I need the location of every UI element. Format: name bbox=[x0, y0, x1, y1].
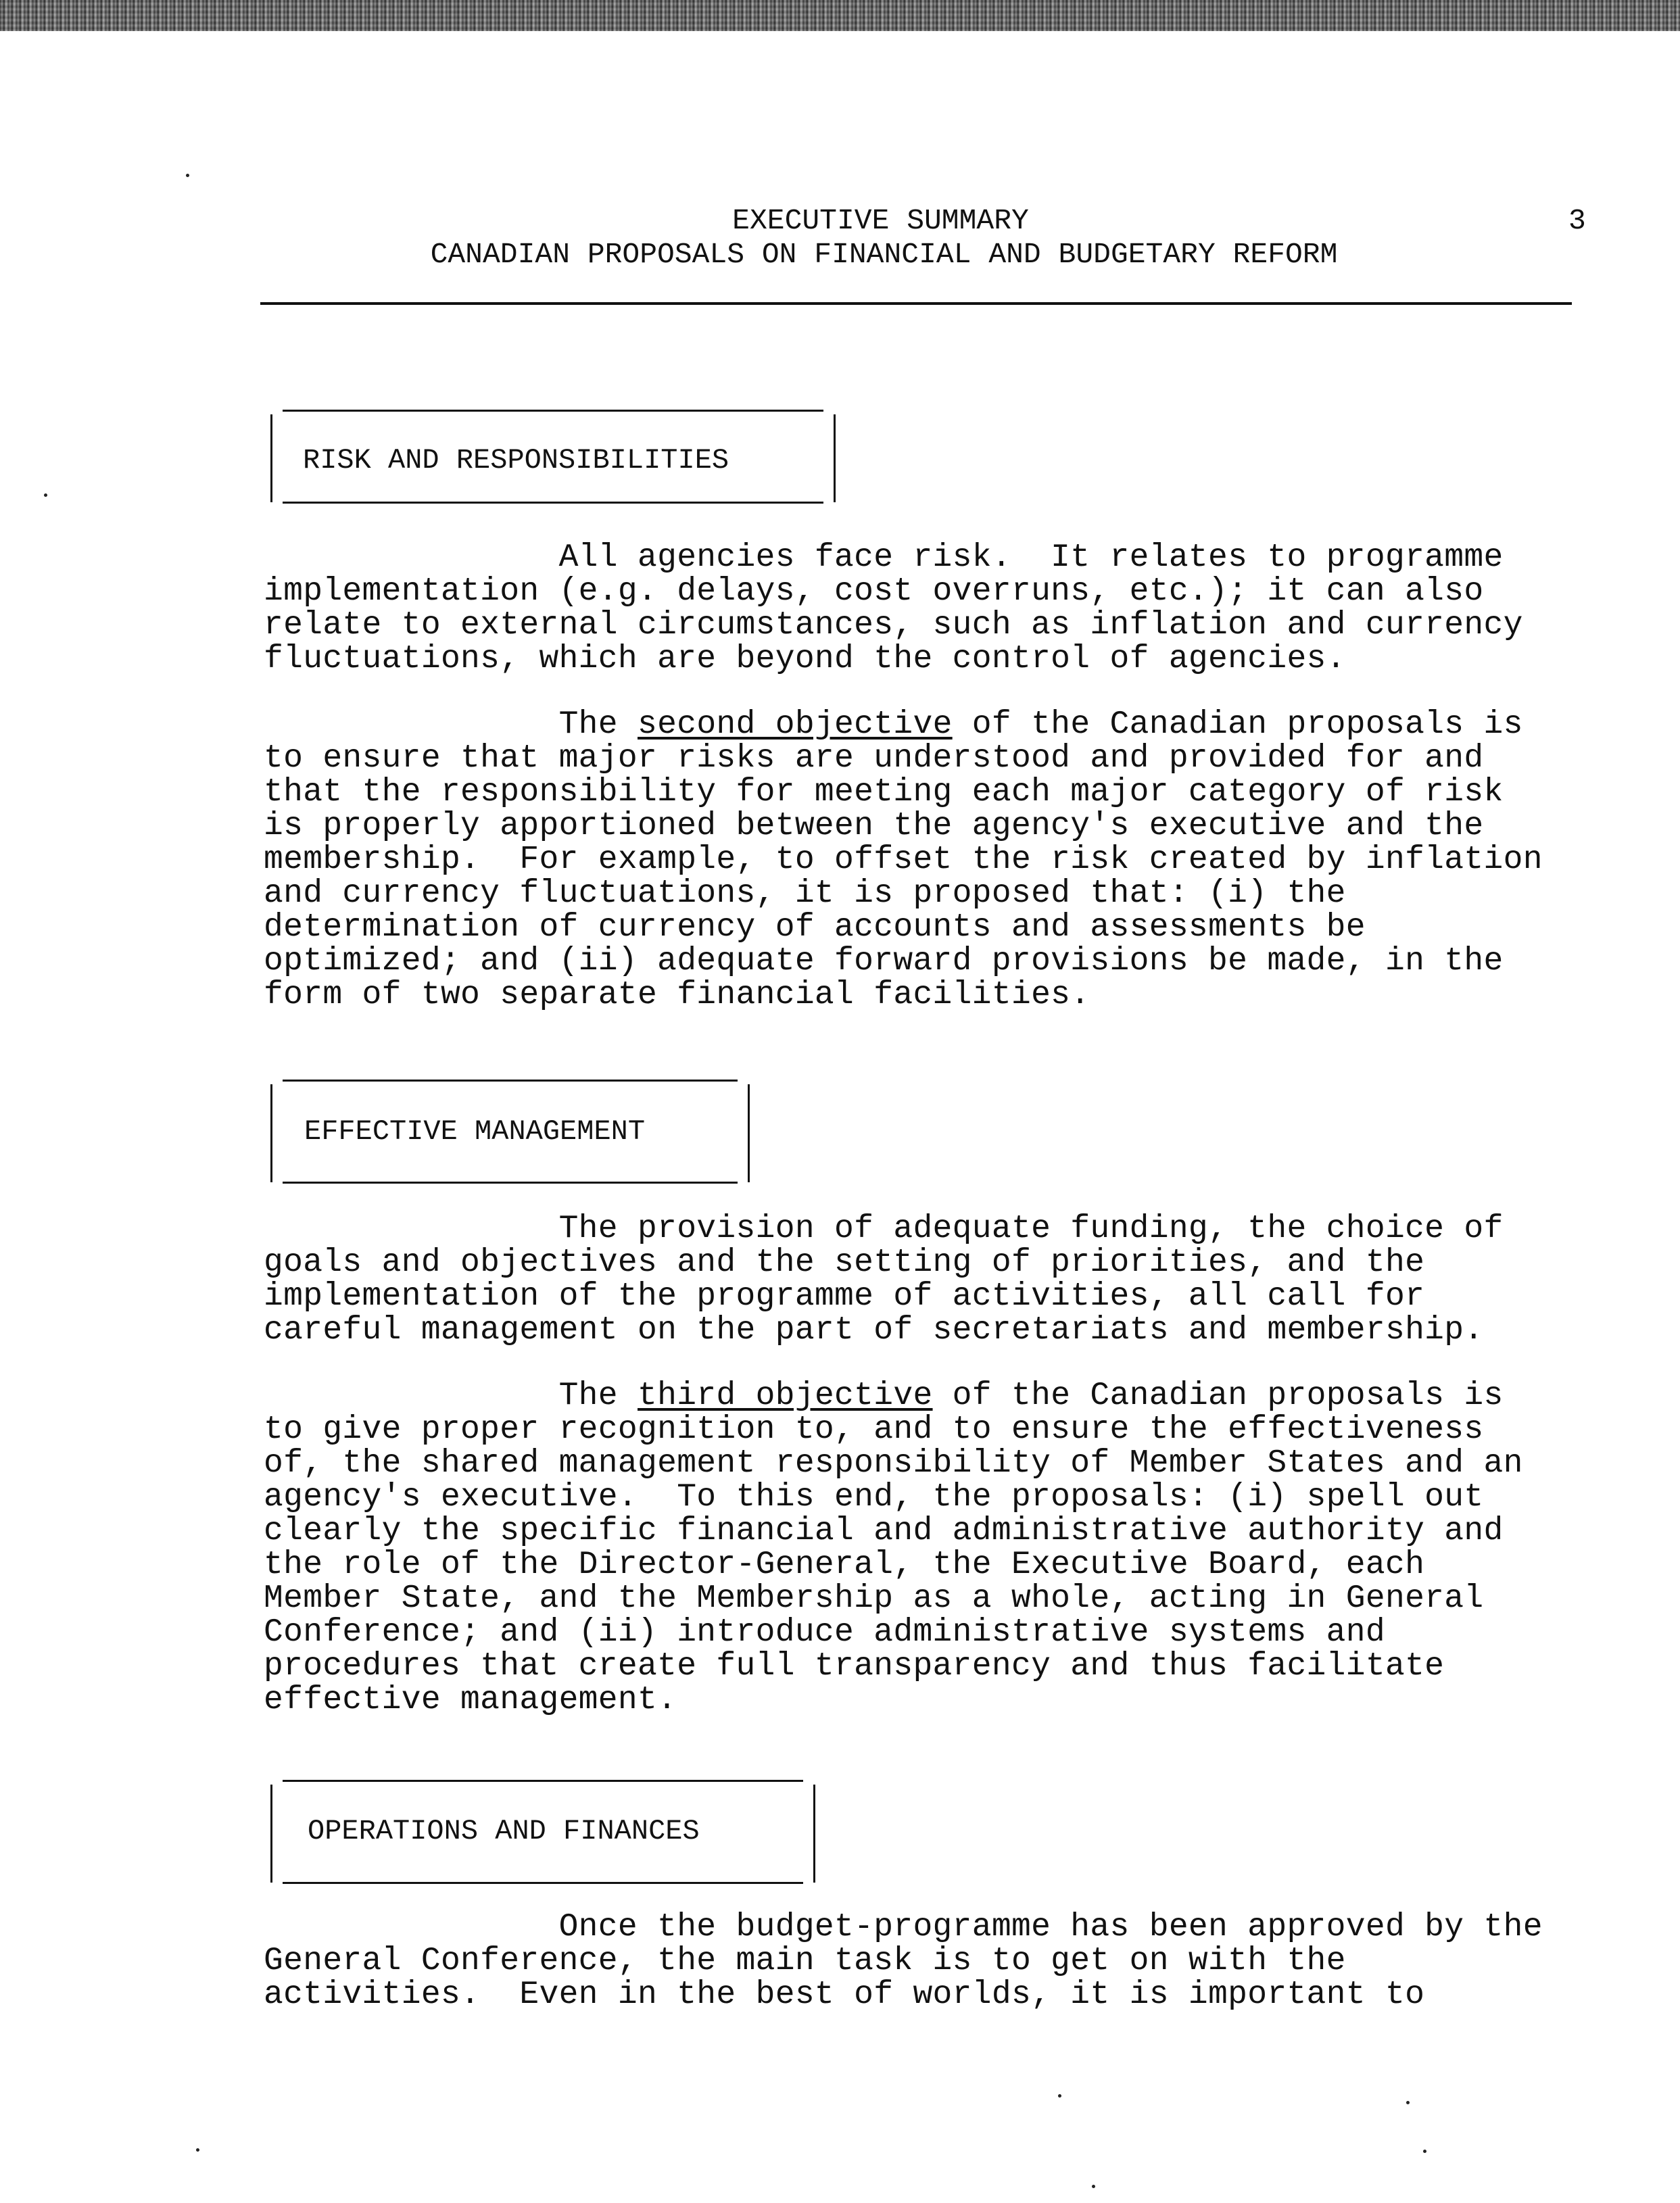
section-heading-risk: RISK AND RESPONSIBILITIES bbox=[303, 444, 729, 477]
paragraph-line: that the responsibility for meeting each major category of risk bbox=[264, 774, 1504, 810]
scan-speck bbox=[186, 174, 189, 177]
paragraph-risk-2 bbox=[264, 708, 1623, 1012]
box-right-rule bbox=[813, 1785, 815, 1883]
paragraph-line: activities. Even in the best of worlds, it is important to bbox=[264, 1977, 1425, 2013]
paragraph-line: The provision of adequate funding, the choice of bbox=[264, 1211, 1504, 1247]
paragraph-line: Once the budget-programme has been approved by the bbox=[264, 1909, 1543, 1945]
paragraph-operations-1 bbox=[264, 1910, 1623, 2012]
paragraph-line: the role of the Director-General, the Executive Board, each bbox=[264, 1547, 1425, 1583]
paragraph-line: determination of currency of accounts and assessments be bbox=[264, 909, 1366, 946]
scan-speck bbox=[44, 493, 47, 497]
paragraph-first-line bbox=[264, 708, 1623, 742]
paragraph-lead-rest: of the Canadian proposals is bbox=[932, 1378, 1504, 1414]
paragraph-line: form of two separate financial facilities. bbox=[264, 977, 1090, 1013]
paragraph-management-1 bbox=[264, 1212, 1623, 1347]
paragraph-line: fluctuations, which are beyond the control of agencies. bbox=[264, 641, 1346, 677]
scan-speck bbox=[1406, 2101, 1410, 2104]
scan-speck bbox=[1423, 2150, 1426, 2153]
paragraph-line: relate to external circumstances, such as inflation and currency bbox=[264, 607, 1523, 644]
section-heading-management: EFFECTIVE MANAGEMENT bbox=[304, 1115, 646, 1148]
paragraph-line: Conference; and (ii) introduce administrative systems and bbox=[264, 1614, 1385, 1651]
paragraph-lead: The bbox=[264, 1378, 638, 1414]
scan-speck bbox=[1092, 2185, 1095, 2188]
paragraph-line: clearly the specific financial and administrative authority and bbox=[264, 1513, 1504, 1549]
box-left-rule bbox=[270, 1084, 272, 1182]
paragraph-lead: The bbox=[264, 706, 638, 743]
header-rule bbox=[260, 302, 1572, 305]
paragraph-line: to give proper recognition to, and to ensure the effectiveness bbox=[264, 1411, 1484, 1448]
paragraph-line: optimized; and (ii) adequate forward provisions be made, in the bbox=[264, 943, 1504, 979]
paragraph-line: agency's executive. To this end, the proposals: (i) spell out bbox=[264, 1479, 1484, 1516]
document-title: EXECUTIVE SUMMARY bbox=[732, 204, 1029, 237]
paragraph-line: careful management on the part of secretariats and membership. bbox=[264, 1312, 1484, 1349]
paragraph-line: membership. For example, to offset the risk created by inflation bbox=[264, 842, 1543, 878]
box-left-rule bbox=[270, 414, 272, 502]
paragraph-management-2 bbox=[264, 1379, 1623, 1717]
paragraph-line: to ensure that major risks are understood and provided for and bbox=[264, 740, 1484, 777]
paragraph-risk-1 bbox=[264, 541, 1623, 676]
paragraph-lead-rest: of the Canadian proposals is bbox=[952, 706, 1523, 743]
paragraph-line: implementation (e.g. delays, cost overruns, etc.); it can also bbox=[264, 573, 1484, 610]
paragraph-line: General Conference, the main task is to get on with the bbox=[264, 1943, 1346, 1979]
document-subtitle: CANADIAN PROPOSALS ON FINANCIAL AND BUDGETARY REFORM bbox=[430, 238, 1338, 271]
paragraph-line: procedures that create full transparency and thus facilitate bbox=[264, 1648, 1445, 1685]
paragraph-line: is properly apportioned between the agency's executive and the bbox=[264, 808, 1484, 844]
scan-speck bbox=[1058, 2094, 1061, 2098]
box-right-rule bbox=[748, 1084, 750, 1182]
paragraph-line: effective management. bbox=[264, 1682, 677, 1718]
paragraph-line: of, the shared management responsibility of Member States and an bbox=[264, 1445, 1523, 1482]
underlined-objective: third objective bbox=[638, 1378, 933, 1414]
paragraph-line: and currency fluctuations, it is proposed that: (i) the bbox=[264, 875, 1346, 912]
paragraph-line: All agencies face risk. It relates to programme bbox=[264, 539, 1504, 576]
box-left-rule bbox=[270, 1785, 272, 1883]
paragraph-first-line bbox=[264, 1379, 1623, 1413]
paragraph-line: goals and objectives and the setting of priorities, and the bbox=[264, 1244, 1425, 1281]
underlined-objective: second objective bbox=[638, 706, 953, 743]
scan-speck bbox=[196, 2148, 199, 2152]
section-heading-operations: OPERATIONS AND FINANCES bbox=[308, 1815, 700, 1847]
box-right-rule bbox=[834, 414, 836, 502]
scan-edge-artifact bbox=[0, 0, 1680, 31]
page-number: 3 bbox=[1568, 204, 1586, 237]
paragraph-line: implementation of the programme of activities, all call for bbox=[264, 1278, 1425, 1315]
paragraph-line: Member State, and the Membership as a whole, acting in General bbox=[264, 1580, 1484, 1617]
